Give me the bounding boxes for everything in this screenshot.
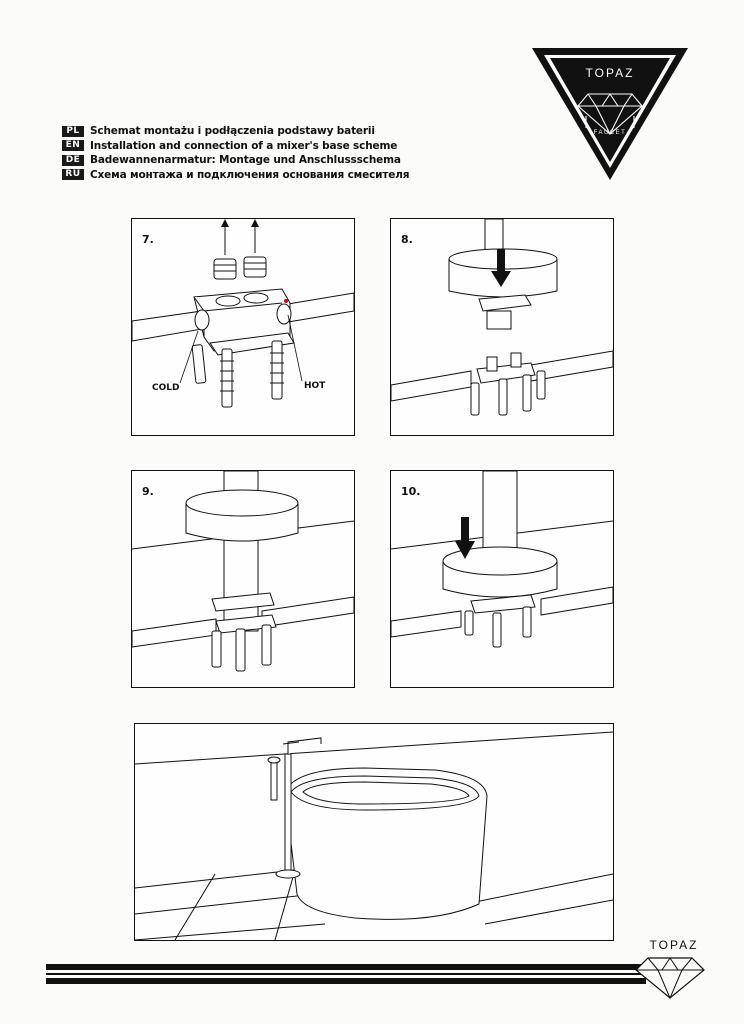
step-number: 9. <box>142 485 154 498</box>
logo-name-text: TOPAZ <box>585 66 635 80</box>
title-row-en <box>62 139 409 153</box>
step-10-illustration <box>391 471 613 687</box>
step-8-panel <box>390 218 614 436</box>
footer-rule <box>46 964 646 984</box>
lang-badge: DE <box>62 155 84 166</box>
title-row-ru <box>62 168 409 182</box>
diamond-icon <box>634 954 706 1000</box>
lang-badge: EN <box>62 140 84 151</box>
instruction-titles <box>62 124 409 182</box>
logo-sub-text: FAUCET <box>593 130 627 136</box>
step-10-panel <box>390 470 614 688</box>
installed-bathtub-panel <box>134 723 614 941</box>
installed-bathtub-illustration <box>135 724 613 940</box>
lang-badge: PL <box>62 126 84 137</box>
title-text: Schemat montażu i podłączenia podstawy baterii <box>90 125 375 137</box>
lang-badge: RU <box>62 169 84 180</box>
step-7-panel <box>131 218 355 436</box>
title-text: Installation and connection of a mixer's base scheme <box>90 139 398 152</box>
footer-brand-name: TOPAZ <box>649 938 699 952</box>
title-row-de <box>62 153 409 167</box>
step-9-illustration <box>132 471 354 687</box>
step-number: 8. <box>401 233 413 246</box>
topaz-faucet-logo <box>530 44 690 182</box>
step-number: 7. <box>142 233 154 246</box>
step-7-illustration <box>132 219 354 435</box>
cold-label: COLD <box>152 383 180 393</box>
title-row-pl <box>62 124 409 138</box>
title-text: Схема монтажа и подключения основания смесителя <box>90 168 410 181</box>
step-number: 10. <box>401 485 421 498</box>
hot-label: HOT <box>304 381 326 391</box>
step-9-panel <box>131 470 355 688</box>
title-text: Badewannenarmatur: Montage und Anschlussschema <box>90 154 401 166</box>
step-8-illustration <box>391 219 613 435</box>
